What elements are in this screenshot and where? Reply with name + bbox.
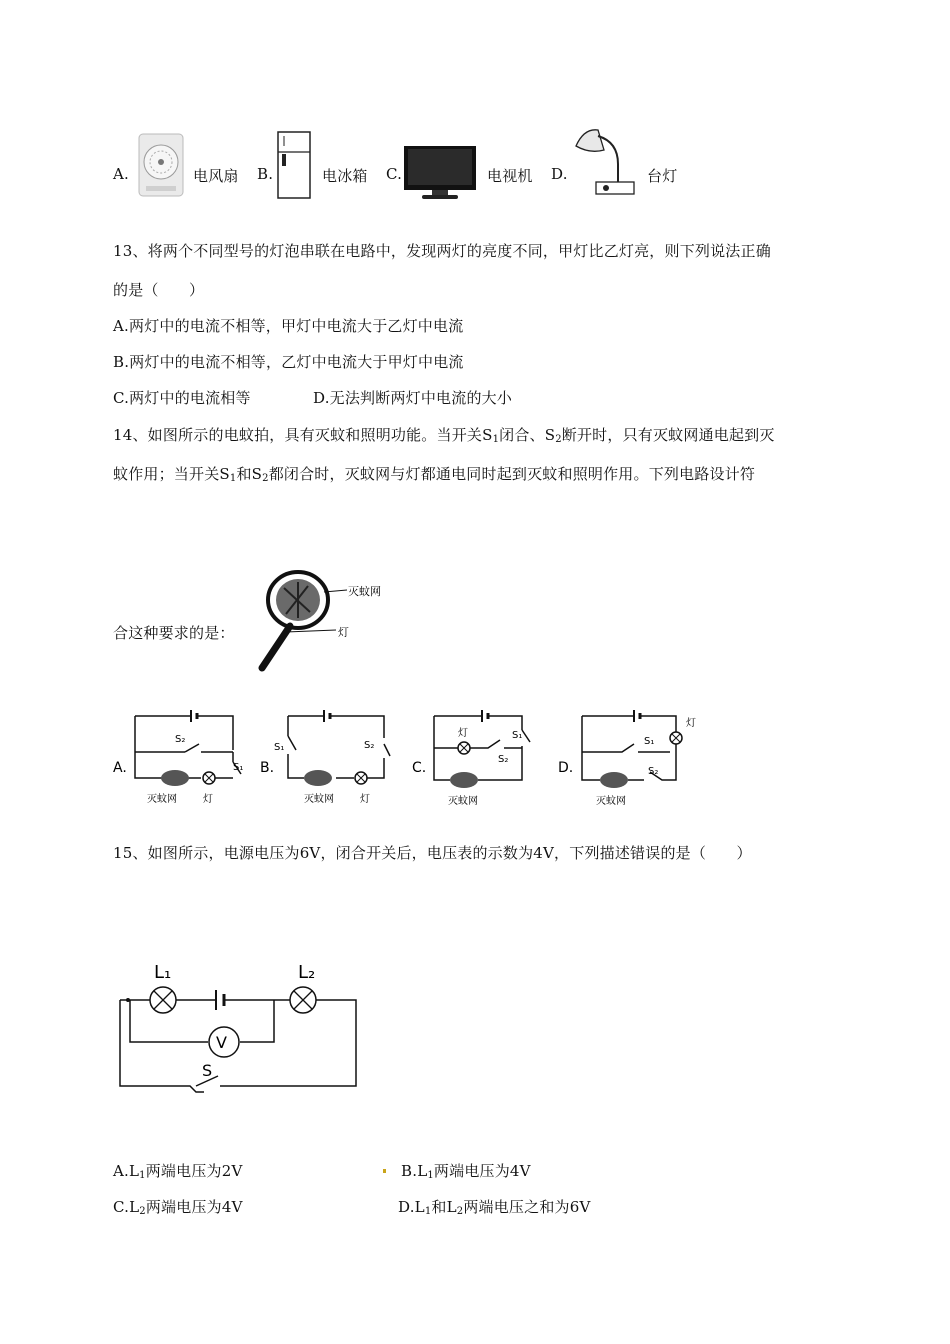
q12-option-d-label: 台灯 xyxy=(647,167,678,185)
q12-option-b-letter: B. xyxy=(257,165,274,183)
q12-option-c-letter: C. xyxy=(386,165,403,183)
q12-option-b-label: 电冰箱 xyxy=(322,167,368,185)
q13-option-d: D.无法判断两灯中电流的大小 xyxy=(313,389,513,407)
svg-text:灯: 灯 xyxy=(360,794,370,805)
q15-option-a: $A.L_1$两端电压为2V xyxy=(113,1162,243,1181)
q13-option-c: C.两灯中的电流相等 xyxy=(113,389,251,407)
svg-text:D.: D. xyxy=(558,760,574,776)
q15-option-b: $B.L_1$两端电压为4V xyxy=(401,1162,531,1181)
q15-option-c: $C.L_2$两端电压为4V xyxy=(113,1198,243,1217)
q15-option-d: $D.L_1$和$L_2$两端电压之和为6V xyxy=(398,1198,591,1217)
svg-text:B.: B. xyxy=(260,760,275,776)
desk-lamp-image xyxy=(568,124,640,202)
svg-text:灭蚊网: 灭蚊网 xyxy=(448,796,478,807)
svg-text:S₁: S₁ xyxy=(644,736,655,747)
q12-option-c-label: 电视机 xyxy=(487,167,533,185)
circuit-option-b xyxy=(260,708,400,810)
circuit-option-c xyxy=(412,708,552,810)
svg-text:S₂: S₂ xyxy=(364,740,375,751)
q15-stem: 15、如图所示，电源电压为6V，闭合开关后，电压表的示数为4V，下列描述错误的是（ ） xyxy=(113,844,752,862)
svg-text:S₂: S₂ xyxy=(648,766,659,777)
q12-option-d-letter: D. xyxy=(551,165,568,183)
q14-stem-line1: 14、如图所示的电蚊拍，具有灭蚊和照明功能。当开关$S_1$闭合、$S_2$断开时，只有灭蚊网通电起到灭 xyxy=(113,426,775,445)
svg-text:灭蚊网: 灭蚊网 xyxy=(304,794,334,805)
q13-stem-line1: 13、将两个不同型号的灯泡串联在电路中，发现两灯的亮度不同，甲灯比乙灯亮，则下列说法正确 xyxy=(113,242,771,260)
switch-s-label: S xyxy=(202,1061,213,1080)
q15-circuit-diagram xyxy=(112,956,364,1096)
q12-option-a-label: 电风扇 xyxy=(193,167,239,185)
voltmeter-label: V xyxy=(216,1033,227,1052)
svg-text:灭蚊网: 灭蚊网 xyxy=(596,796,626,807)
q14-stem-line3: 合这种要求的是： xyxy=(113,624,235,642)
q12-option-a-letter: A. xyxy=(113,165,130,183)
q14-stem-line2: 蚊作用；当开关$S_1$和$S_2$都闭合时，灭蚊网与灯都通电同时起到灭蚊和照明作用。下列电路设计符 xyxy=(113,465,756,484)
circuit-option-a xyxy=(113,708,253,810)
svg-text:灭蚊网: 灭蚊网 xyxy=(147,794,177,805)
swatter-lamp-label: 灯 xyxy=(338,626,349,639)
svg-text:S₁: S₁ xyxy=(233,762,244,773)
svg-text:C.: C. xyxy=(412,760,427,776)
stray-dot xyxy=(383,1169,386,1173)
refrigerator-image xyxy=(274,130,314,202)
svg-text:S₁: S₁ xyxy=(274,742,285,753)
svg-text:A.: A. xyxy=(113,760,127,776)
svg-text:灯: 灯 xyxy=(458,728,468,739)
svg-text:灯: 灯 xyxy=(203,794,213,805)
svg-text:灯: 灯 xyxy=(686,718,696,729)
q13-stem-line2: 的是（ ） xyxy=(113,281,205,299)
mosquito-swatter-figure xyxy=(250,568,400,680)
circuit-option-d xyxy=(558,708,708,810)
television-image xyxy=(402,144,478,202)
q13-option-a: A.两灯中的电流不相等，甲灯中电流大于乙灯中电流 xyxy=(113,317,464,335)
svg-text:S₁: S₁ xyxy=(512,730,523,741)
swatter-net-label: 灭蚊网 xyxy=(348,585,381,598)
svg-text:S₂: S₂ xyxy=(175,734,186,745)
svg-text:S₂: S₂ xyxy=(498,754,509,765)
lamp-l1-label: L₁ xyxy=(154,962,172,983)
q13-option-b: B.两灯中的电流不相等，乙灯中电流大于甲灯中电流 xyxy=(113,353,464,371)
lamp-l2-label: L₂ xyxy=(298,962,316,983)
electric-fan-image xyxy=(136,132,186,200)
